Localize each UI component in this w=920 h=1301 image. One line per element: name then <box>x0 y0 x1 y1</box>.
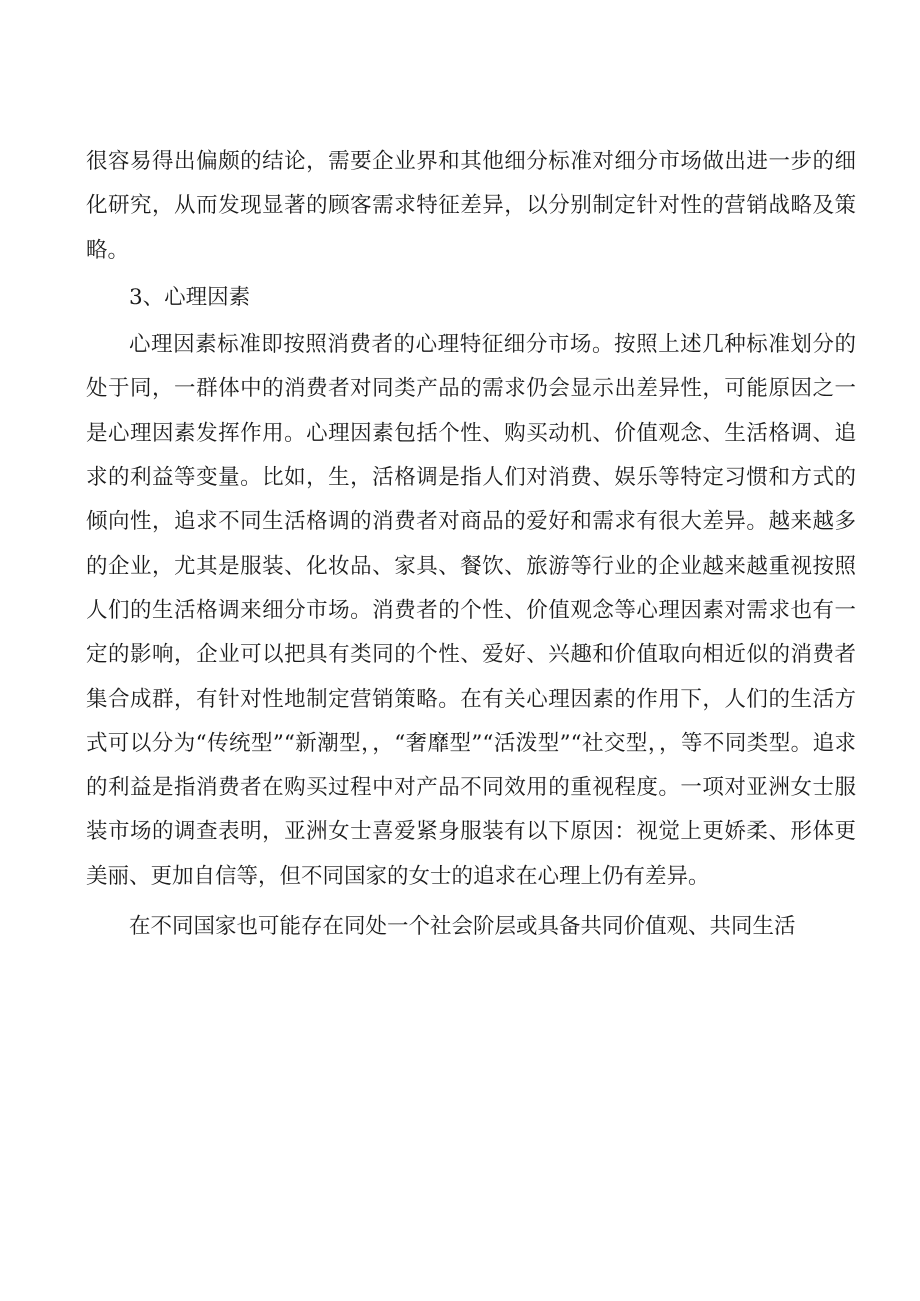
document-body <box>86 140 856 949</box>
paragraph-psychological-factors: 心理因素标准即按照消费者的心理特征细分市场。按照上述几种标准划分的处于同，一群体中的消费者对同类产品的需求仍会显示出差异性，可能原因之一是心理因素发挥作用。心理因素包括个性、购买动机、价值观念、生活格调、追求的利益等变量。比如，生，活格调是指人们对消费、娱乐等特定习惯和方式的倾向性，追求不同生活格调的消费者对商品的爱好和需求有很大差异。越来越多的企业，尤其是服装、化妆品、家具、餐饮、旅游等行业的企业越来越重视按照人们的生活格调来细分市场。消费者的个性、价值观念等心理因素对需求也有一定的影响，企业可以把具有类同的个性、爱好、兴趣和价值取向相近似的消费者集合成群，有针对性地制定营销策略。在有关心理因素的作用下，人们的生活方式可以分为“传统型”“新潮型，，“奢靡型”“活泼型”“社交型，，等不同类型。追求的利益是指消费者在购买过程中对产品不同效用的重视程度。一项对亚洲女士服装市场的调查表明，亚洲女士喜爱紧身服装有以下原因：视觉上更娇柔、形体更美丽、更加自信等，但不同国家的女士的追求在心理上仍有差异。 <box>86 332 856 889</box>
paragraph-last: 在不同国家也可能存在同处一个社会阶层或具备共同价值观、共同生活 <box>129 914 796 940</box>
section-heading: 3、心理因素 <box>129 284 251 310</box>
paragraph-continuation: 很容易得出偏颇的结论，需要企业界和其他细分标准对细分市场做出进一步的细化研究，从而发现显著的顾客需求特征差异，以分别制定针对性的营销战略及策略。 <box>86 149 856 263</box>
